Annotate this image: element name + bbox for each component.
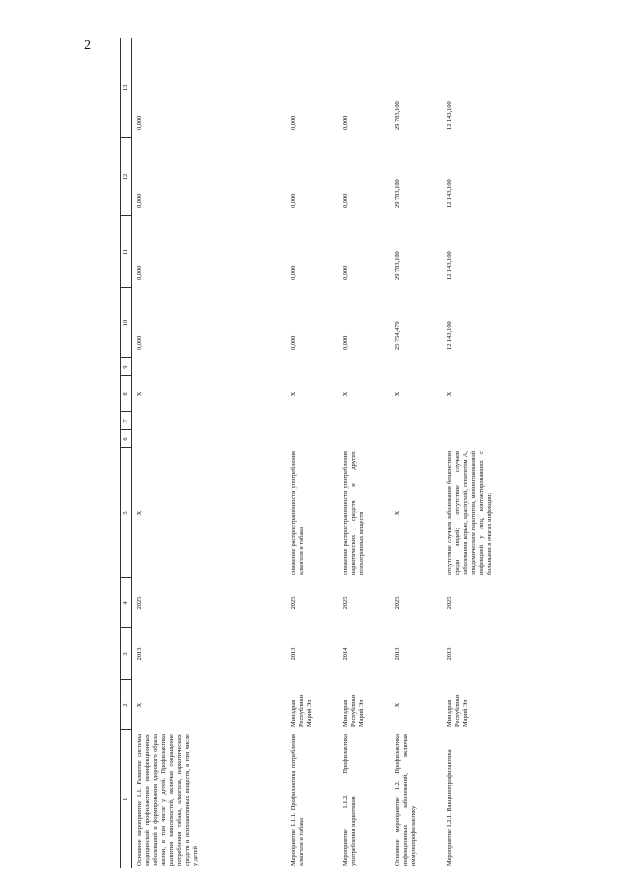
table-row bbox=[338, 38, 390, 868]
col-header-6: 6 bbox=[121, 430, 132, 448]
start-year: 2013 bbox=[446, 647, 453, 661]
budget-table bbox=[120, 38, 568, 868]
cell-8: Х bbox=[290, 391, 297, 397]
col-header-2: 2 bbox=[121, 680, 132, 730]
amount-13: 0,000 bbox=[136, 115, 143, 130]
event-name: Мероприятие 1.1.1. Профилактика потребления алкоголя и табака bbox=[290, 734, 305, 866]
table-row bbox=[390, 38, 442, 868]
column-number-row bbox=[121, 38, 132, 868]
col-header-12: 12 bbox=[121, 138, 132, 216]
amount-11: 0,000 bbox=[290, 265, 297, 280]
page-number: 2 bbox=[84, 38, 91, 53]
table-row bbox=[286, 38, 338, 868]
rotated-table-container bbox=[120, 38, 590, 868]
amount-10: 12 143,100 bbox=[446, 321, 453, 350]
end-year: 2025 bbox=[342, 596, 349, 610]
amount-11: 0,000 bbox=[342, 265, 349, 280]
amount-10: 0,000 bbox=[342, 335, 349, 350]
expected-result: Х bbox=[394, 510, 401, 516]
amount-10: 25 754,479 bbox=[394, 321, 401, 350]
start-year: 2013 bbox=[136, 647, 143, 661]
expected-result: снижение распространенности употребления наркотических средств и других психотропных веществ bbox=[342, 451, 365, 575]
expected-result: снижение распространенности употребления алкоголя и табака bbox=[290, 451, 305, 575]
cell-6 bbox=[132, 430, 287, 448]
cell-6 bbox=[286, 430, 338, 448]
col-header-8: 8 bbox=[121, 376, 132, 412]
amount-10: 0,000 bbox=[290, 335, 297, 350]
cell-9 bbox=[390, 358, 442, 376]
event-name: Мероприятие 1.1.2. Профилактика употребления наркотиков bbox=[342, 734, 357, 866]
end-year: 2025 bbox=[446, 596, 453, 610]
start-year: 2013 bbox=[394, 647, 401, 661]
amount-12: 0,000 bbox=[136, 193, 143, 208]
start-year: 2013 bbox=[290, 647, 297, 661]
expected-result: Х bbox=[136, 510, 143, 516]
amount-13: 29 783,100 bbox=[394, 101, 401, 130]
amount-13: 0,000 bbox=[342, 115, 349, 130]
cell-7 bbox=[442, 412, 568, 430]
cell-8: Х bbox=[446, 391, 453, 397]
col-header-11: 11 bbox=[121, 216, 132, 288]
amount-12: 12 143,100 bbox=[446, 179, 453, 208]
cell-9 bbox=[338, 358, 390, 376]
amount-11: 29 783,100 bbox=[394, 251, 401, 280]
col-header-13: 13 bbox=[121, 38, 132, 138]
cell-7 bbox=[286, 412, 338, 430]
event-name: Основное мероприятие 1.2. Профилактика инфекционных заболеваний, включая иммунопрофилактику bbox=[394, 734, 417, 866]
cell-6 bbox=[338, 430, 390, 448]
col-header-3: 3 bbox=[121, 628, 132, 680]
expected-result: отсутствие случаев заболевания бешенством среди людей; отсутствие случаев заболевания корью, краснухой, гепатитом А, эпидемическим паротитом, менингококковой инфекцией у лиц, контактировавших с больными в очагах инфекции; bbox=[446, 451, 493, 575]
executor: Х bbox=[394, 702, 401, 708]
table-row bbox=[132, 38, 287, 868]
cell-6 bbox=[390, 430, 442, 448]
executor: Х bbox=[136, 702, 143, 708]
amount-13: 0,000 bbox=[290, 115, 297, 130]
end-year: 2025 bbox=[394, 596, 401, 610]
event-name: Мероприятие 1.2.1. Вакцинопрофилактика bbox=[446, 749, 453, 866]
executor: Минздрав Республики Марий Эл bbox=[342, 694, 365, 727]
col-header-10: 10 bbox=[121, 288, 132, 358]
executor: Минздрав Республики Марий Эл bbox=[446, 694, 469, 727]
end-year: 2025 bbox=[290, 596, 297, 610]
cell-6 bbox=[442, 430, 568, 448]
cell-9 bbox=[286, 358, 338, 376]
cell-7 bbox=[132, 412, 287, 430]
start-year: 2014 bbox=[342, 647, 349, 661]
cell-7 bbox=[338, 412, 390, 430]
amount-12: 29 783,100 bbox=[394, 179, 401, 208]
cell-9 bbox=[442, 358, 568, 376]
col-header-4: 4 bbox=[121, 578, 132, 628]
amount-12: 0,000 bbox=[290, 193, 297, 208]
col-header-1: 1 bbox=[121, 730, 132, 868]
col-header-7: 7 bbox=[121, 412, 132, 430]
col-header-9: 9 bbox=[121, 358, 132, 376]
amount-10: 0,000 bbox=[136, 335, 143, 350]
table-row bbox=[442, 38, 568, 868]
col-header-5: 5 bbox=[121, 448, 132, 578]
cell-9 bbox=[132, 358, 287, 376]
end-year: 2025 bbox=[136, 596, 143, 610]
cell-8: Х bbox=[394, 391, 401, 397]
amount-13: 12 143,100 bbox=[446, 101, 453, 130]
amount-11: 0,000 bbox=[136, 265, 143, 280]
cell-7 bbox=[390, 412, 442, 430]
amount-12: 0,000 bbox=[342, 193, 349, 208]
cell-8: Х bbox=[136, 391, 143, 397]
cell-8: Х bbox=[342, 391, 349, 397]
executor: Минздрав Республики Марий Эл bbox=[290, 694, 313, 727]
event-name: Основное мероприятие 1.1. Развитие системы медицинской профилактики неинфекционных заболеваний и формирования здорового образа жизни, в том числе у детей. Профилактика развития зависимостей, включая сокращение потребления табака, алкоголя, наркотических средств и психоактивных веществ, в том числе у детей bbox=[136, 734, 199, 866]
amount-11: 12 143,100 bbox=[446, 251, 453, 280]
